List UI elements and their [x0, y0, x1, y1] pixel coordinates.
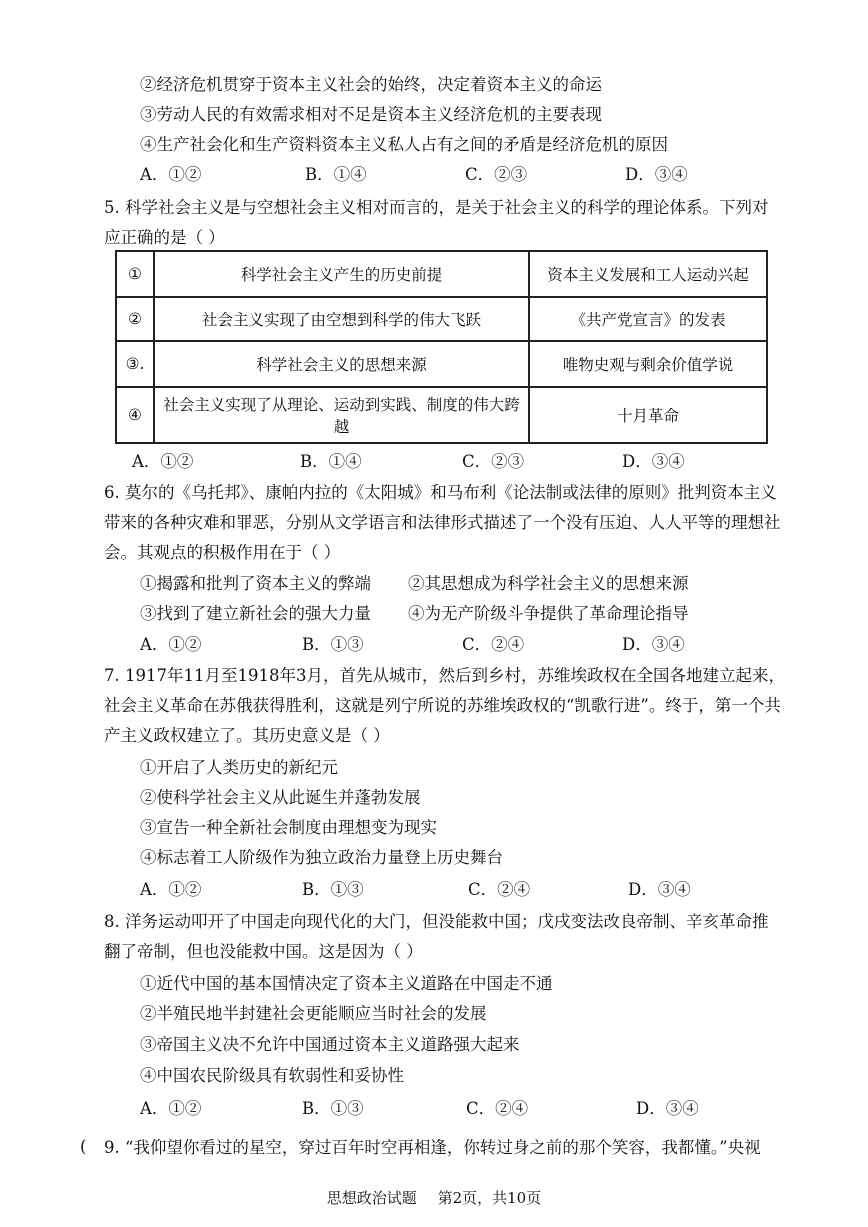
q5-row-number: ② — [116, 297, 154, 341]
q5-option-b: B．①④ — [300, 452, 362, 471]
q6-statement-2: ②其思想成为科学社会主义的思想来源 — [408, 574, 689, 593]
q4-option-b: B．①④ — [305, 165, 367, 184]
q6-options — [140, 634, 700, 656]
q4-statement-4: ④生产社会化和生产资料资本主义私人占有之间的矛盾是经济危机的原因 — [140, 135, 668, 154]
q7-option-a: A．①② — [140, 880, 202, 899]
q5-row-right: 唯物史观与剩余价值学说 — [529, 341, 767, 387]
q5-row-right: 《共产党宣言》的发表 — [529, 297, 767, 341]
q7-option-b: B．①③ — [302, 880, 364, 899]
q5-row-number: ① — [116, 251, 154, 297]
q8-stem-line1: 8. 洋务运动叩开了中国走向现代化的大门，但没能救中国；戊戌变法改良帝制、辛亥革命推 — [104, 912, 769, 931]
q6-option-c: C．②④ — [462, 635, 525, 654]
q5-stem-line2: 应正确的是（ ） — [104, 228, 225, 247]
q5-table-row — [116, 297, 767, 341]
q5-stem-line1: 5. 科学社会主义是与空想社会主义相对而言的，是关于社会主义的科学的理论体系。下列对 — [104, 198, 769, 217]
q8-option-a: A．①② — [140, 1099, 202, 1118]
q8-statement-3: ③帝国主义决不允许中国通过资本主义道路强大起来 — [140, 1035, 520, 1054]
margin-mark: ( — [80, 1137, 87, 1156]
q4-statement-2: ②经济危机贯穿于资本主义社会的始终，决定着资本主义的命运 — [140, 75, 602, 94]
q5-row-right: 资本主义发展和工人运动兴起 — [529, 251, 767, 297]
q8-option-c: C．②④ — [466, 1099, 529, 1118]
q6-statement-3: ③找到了建立新社会的强大力量 — [140, 604, 371, 623]
q4-statement-3: ③劳动人民的有效需求相对不足是资本主义经济危机的主要表现 — [140, 105, 602, 124]
q5-option-c: C．②③ — [462, 452, 525, 471]
q8-statement-4: ④中国农民阶级具有软弱性和妥协性 — [140, 1066, 404, 1085]
q5-row-left: 科学社会主义产生的历史前提 — [154, 251, 529, 297]
q8-option-d: D．③④ — [636, 1099, 699, 1118]
q4-option-a: A．①② — [140, 165, 202, 184]
q5-row-number: ④ — [116, 387, 154, 443]
q9-stem-line1: 9. “我仰望你看过的星空，穿过百年时空再相逢，你转过身之前的那个笑容，我都懂。”央视 — [104, 1138, 761, 1157]
q7-options — [140, 879, 700, 901]
q7-stem-line2: 社会主义革命在苏俄获得胜利，这就是列宁所说的苏维埃政权的“凯歌行进”。终于，第一个共 — [104, 696, 781, 715]
q5-option-a: A．①② — [132, 452, 194, 471]
q8-statement-2: ②半殖民地半封建社会更能顺应当时社会的发展 — [140, 1004, 487, 1023]
q6-option-a: A．①② — [140, 635, 202, 654]
q5-table — [115, 250, 768, 444]
q6-statement-4: ④为无产阶级斗争提供了革命理论指导 — [408, 604, 689, 623]
q6-stem-line2: 带来的各种灾难和罪恶，分别从文学语言和法律形式描述了一个没有压迫、人人平等的理想社 — [104, 513, 781, 532]
q4-options — [140, 164, 700, 186]
footer-page-number: 第2页，共10页 — [437, 1189, 542, 1207]
q4-option-c: C．②③ — [465, 165, 528, 184]
q6-stem-line3: 会。其观点的积极作用在于（ ） — [104, 543, 341, 562]
q7-stem-line3: 产主义政权建立了。其历史意义是（ ） — [104, 726, 390, 745]
q8-stem-line2: 翻了帝制，但也没能救中国。这是因为（ ） — [104, 942, 423, 961]
q5-row-left: 社会主义实现了从理论、运动到实践、制度的伟大跨越 — [154, 387, 529, 443]
q7-statement-1: ①开启了人类历史的新纪元 — [140, 758, 338, 777]
q8-statement-1: ①近代中国的基本国情决定了资本主义道路在中国走不通 — [140, 974, 553, 993]
q7-statement-4: ④标志着工人阶级作为独立政治力量登上历史舞台 — [140, 848, 503, 867]
q5-options — [132, 451, 692, 473]
q5-table-row — [116, 341, 767, 387]
page-footer — [0, 1187, 868, 1208]
q7-option-c: C．②④ — [468, 880, 531, 899]
q5-row-left: 社会主义实现了由空想到科学的伟大飞跃 — [154, 297, 529, 341]
q6-option-b: B．①③ — [302, 635, 364, 654]
q7-statement-2: ②使科学社会主义从此诞生并蓬勃发展 — [140, 788, 421, 807]
q5-table-row — [116, 251, 767, 297]
q5-row-right: 十月革命 — [529, 387, 767, 443]
q5-row-left: 科学社会主义的思想来源 — [154, 341, 529, 387]
q5-option-d: D．③④ — [622, 452, 685, 471]
footer-subject: 思想政治试题 — [326, 1189, 417, 1207]
q7-stem-line1: 7. 1917年11月至1918年3月，首先从城市，然后到乡村，苏维埃政权在全国各地建立起来， — [104, 666, 785, 685]
q8-options — [140, 1098, 700, 1120]
q6-statement-1: ①揭露和批判了资本主义的弊端 — [140, 574, 371, 593]
q8-option-b: B．①③ — [302, 1099, 364, 1118]
q5-row-number: ③. — [116, 341, 154, 387]
q7-option-d: D．③④ — [628, 880, 691, 899]
q6-stem-line1: 6. 莫尔的《乌托邦》、康帕内拉的《太阳城》和马布利《论法制或法律的原则》批判资本主义 — [104, 483, 777, 502]
q5-table-row — [116, 387, 767, 443]
q7-statement-3: ③宣告一种全新社会制度由理想变为现实 — [140, 818, 437, 837]
q4-option-d: D．③④ — [625, 165, 688, 184]
q6-option-d: D．③④ — [622, 635, 685, 654]
